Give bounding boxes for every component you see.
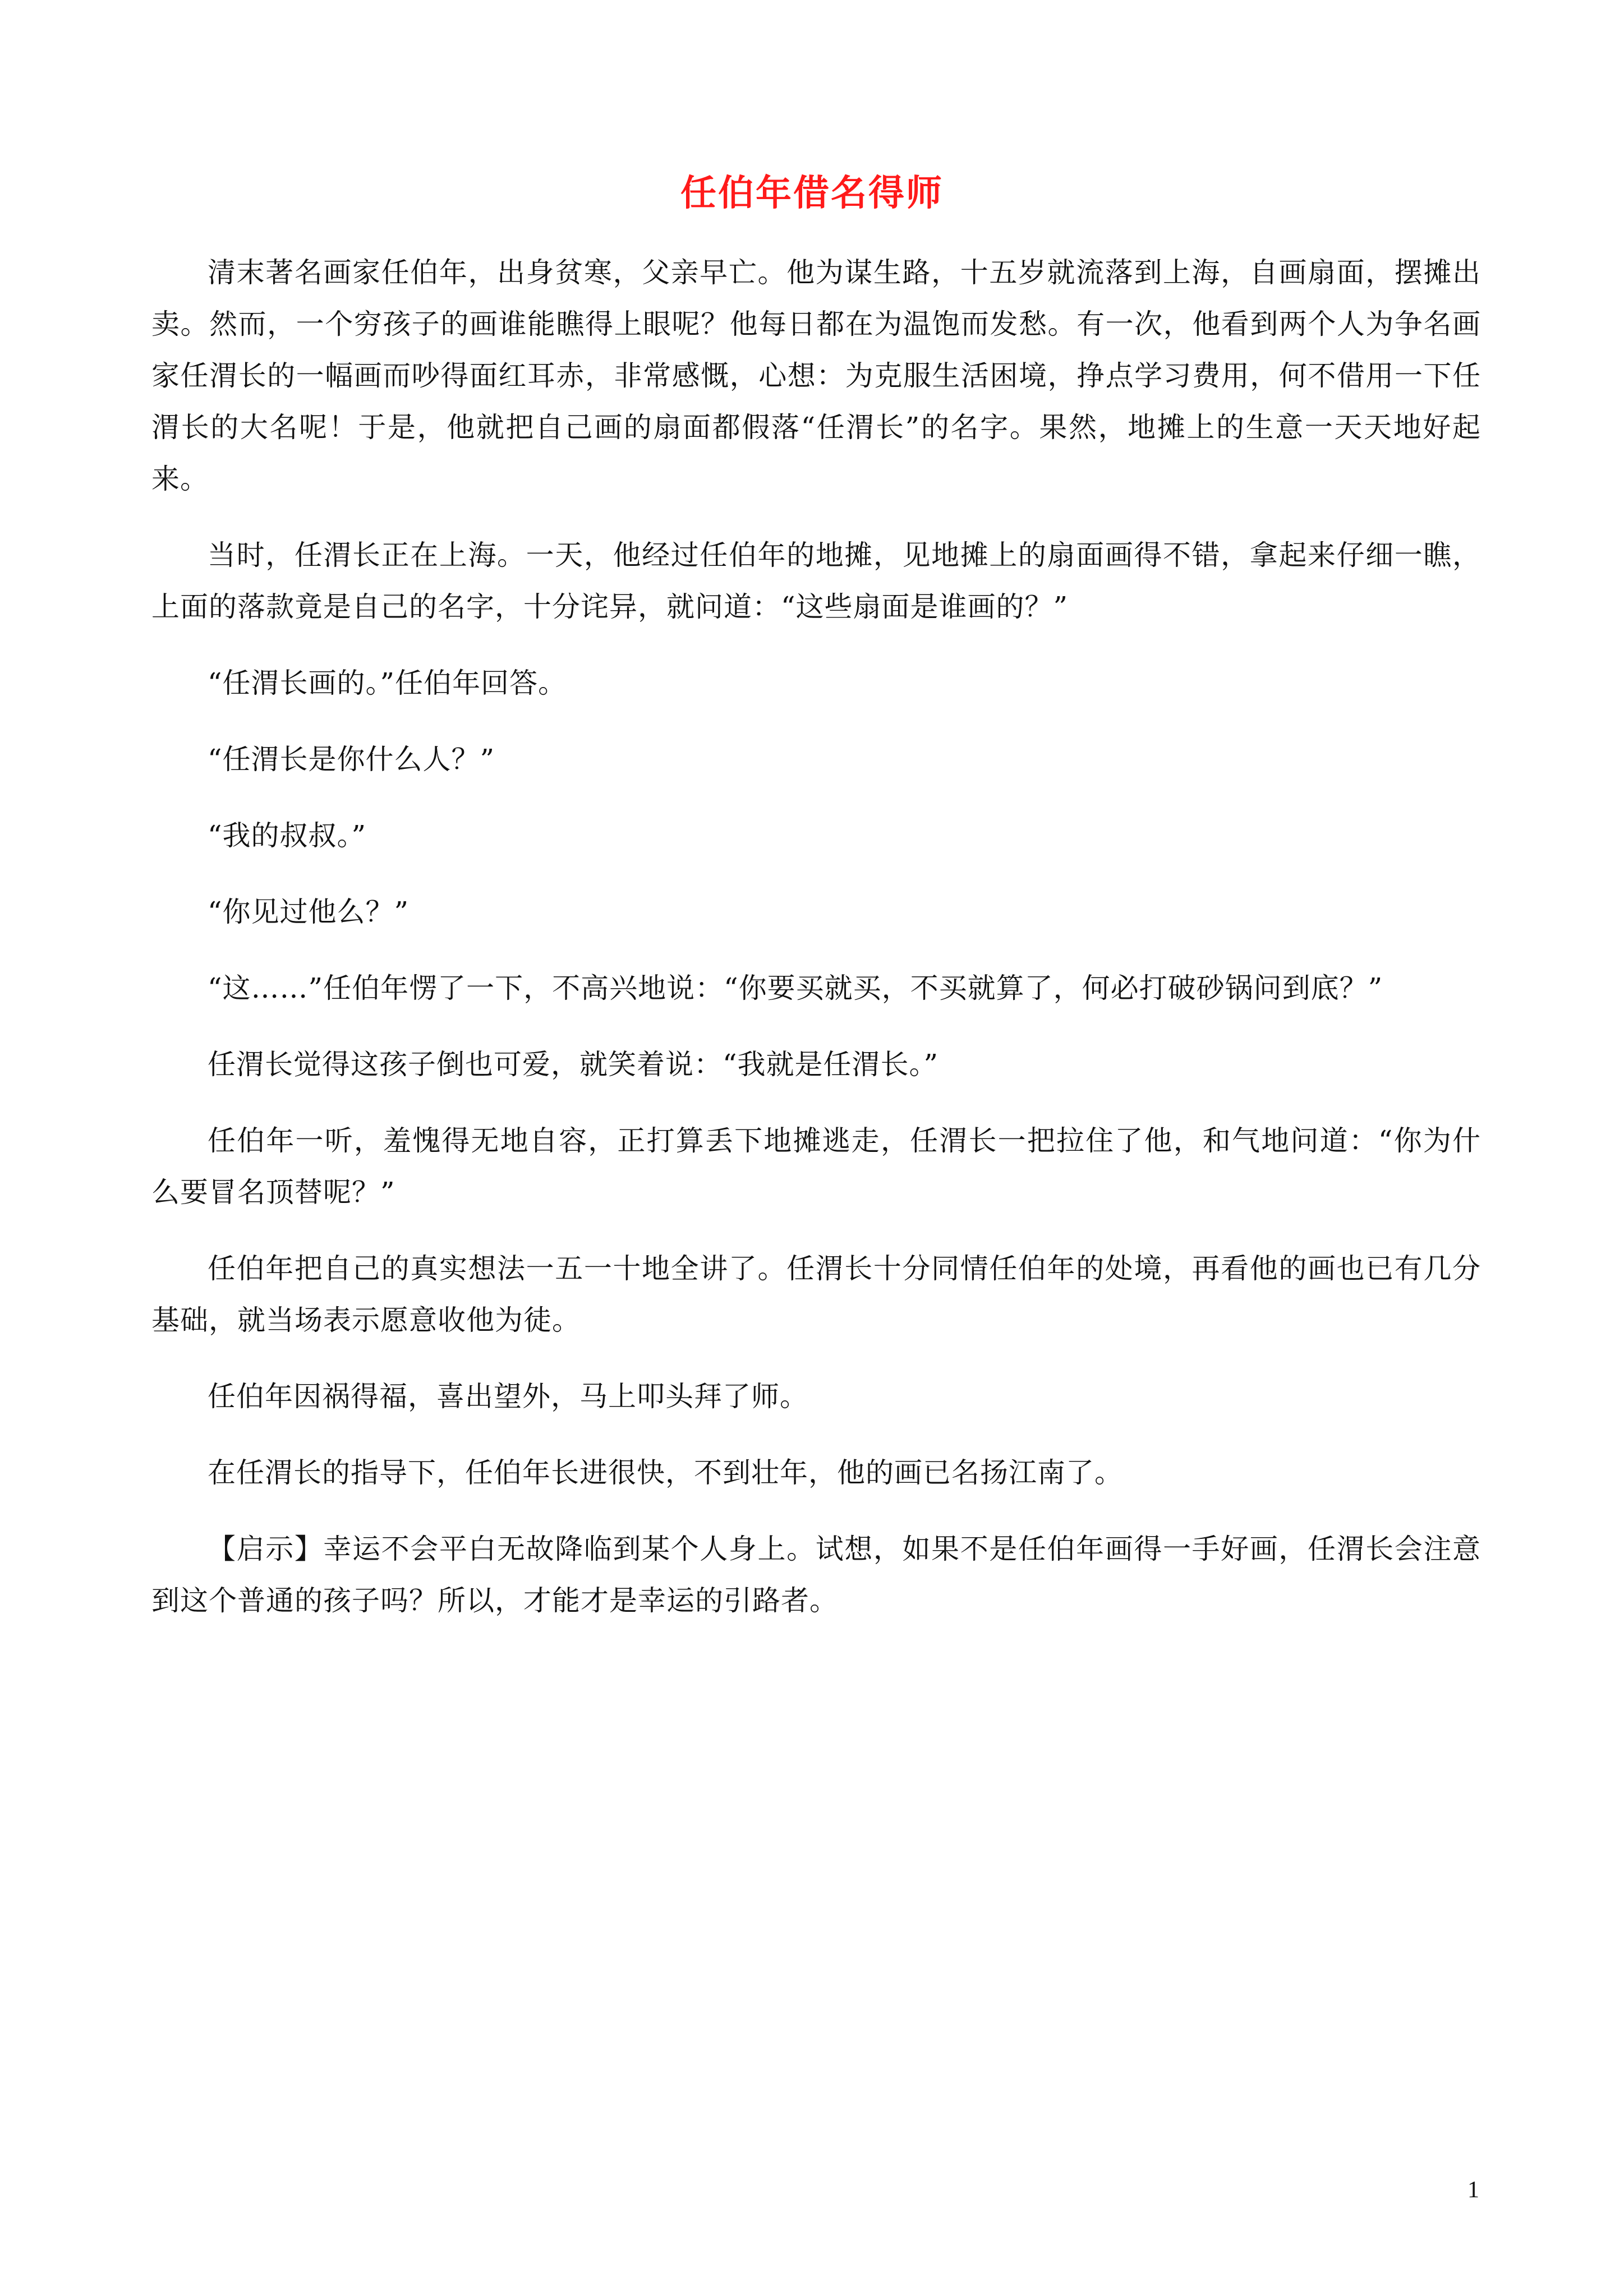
page-number: 1 — [1467, 2177, 1479, 2203]
paragraph-12: 在任渭长的指导下，任伯年长进很快，不到壮年，他的画已名扬江南了。 — [208, 1456, 1123, 1489]
paragraph-8: 任渭长觉得这孩子倒也可爱，就笑着说：“我就是任渭长。” — [208, 1048, 939, 1081]
paragraph-11: 任伯年因祸得福，喜出望外，马上叩头拜了师。 — [208, 1380, 808, 1413]
paragraph-6: “你见过他么？” — [208, 896, 410, 928]
paragraph-13: 【启示】幸运不会平白无故降临到某个人身上。试想，如果不是任伯年画得一手好画，任渭长会注意到这个普通的孩子吗？所以，才能才是幸运的引路者。 — [151, 1533, 1481, 1617]
paragraph-9: 任伯年一听，羞愧得无地自容，正打算丢下地摊逃走，任渭长一把拉住了他，和气地问道：“你为什么要冒名顶替呢？” — [151, 1124, 1481, 1209]
paragraph-3: “任渭长画的。”任伯年回答。 — [208, 667, 567, 699]
paragraph-1: 清末著名画家任伯年，出身贫寒，父亲早亡。他为谋生路，十五岁就流落到上海，自画扇面，摆摊出卖。然而，一个穷孩子的画谁能瞧得上眼呢？他每日都在为温饱而发愁。有一次，他看到两个人为争名画家任渭长的一幅画而吵得面红耳赤，非常感慨，心想：为克服生活困境，挣点学习费用，何不借用一下任渭长的大名呢！于是，他就把自己画的扇面都假落“任渭长”的名字。果然，地摊上的生意一天天地好起来。 — [151, 256, 1481, 495]
document-title: 任伯年借名得师 — [680, 173, 944, 214]
paragraph-5: “我的叔叔。” — [208, 819, 367, 852]
paragraph-2: 当时，任渭长正在上海。一天，他经过任伯年的地摊，见地摊上的扇面画得不错，拿起来仔细一瞧，上面的落款竟是自己的名字，十分诧异，就问道：“这些扇面是谁画的？” — [151, 539, 1481, 623]
paragraph-7: “这……”任伯年愣了一下，不高兴地说：“你要买就买，不买就算了，何必打破砂锅问到底？” — [208, 972, 1383, 1004]
paragraph-10: 任伯年把自己的真实想法一五一十地全讲了。任渭长十分同情任伯年的处境，再看他的画也已有几分基础，就当场表示愿意收他为徒。 — [151, 1252, 1481, 1336]
document-body — [151, 247, 1481, 1651]
paragraph-4: “任渭长是你什么人？” — [208, 743, 495, 776]
